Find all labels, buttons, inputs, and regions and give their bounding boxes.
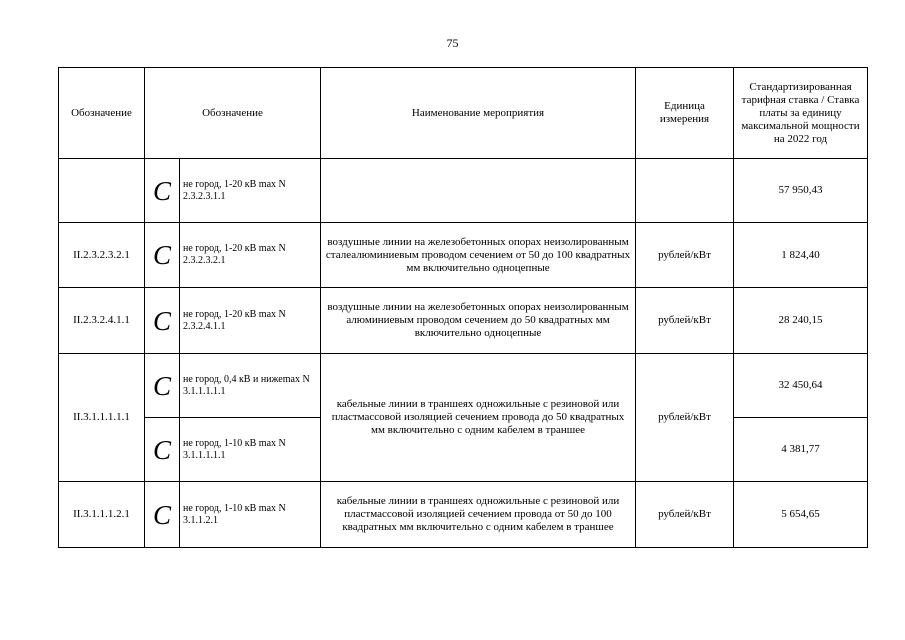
row-name: воздушные линии на железобетонных опорах неизолированным алюминиевым проводом сечением до 50 квадратных мм включительно одноцепные bbox=[321, 288, 636, 354]
row-name: кабельные линии в траншеях одножильные с резиновой или пластмассовой изоляцией сечением провода от 50 до 100 квадратных мм включительно с одним кабелем в траншее bbox=[321, 482, 636, 548]
row-rate: 5 654,65 bbox=[734, 482, 868, 548]
row-unit bbox=[636, 159, 734, 223]
row-code: II.2.3.2.3.2.1 bbox=[59, 223, 145, 288]
row-condition: не город, 1-10 кВ max N 3.1.1.1.1.1 bbox=[180, 418, 321, 482]
category-letter: C bbox=[145, 159, 180, 223]
row-code bbox=[59, 159, 145, 223]
row-rate: 57 950,43 bbox=[734, 159, 868, 223]
table-row bbox=[59, 354, 868, 418]
table-row bbox=[59, 482, 868, 548]
header-name: Наименование мероприятия bbox=[321, 68, 636, 159]
category-letter: C bbox=[145, 482, 180, 548]
header-unit: Единица измерения bbox=[636, 68, 734, 159]
header-designation-2: Обозначение bbox=[145, 68, 321, 159]
table-row bbox=[59, 223, 868, 288]
row-condition: не город, 0,4 кВ и нижеmax N 3.1.1.1.1.1 bbox=[180, 354, 321, 418]
header-rate: Стандартизированная тарифная ставка / Ставка платы за единицу максимальной мощности на 2022 год bbox=[734, 68, 868, 159]
category-letter: C bbox=[145, 288, 180, 354]
row-name bbox=[321, 159, 636, 223]
page-number: 75 bbox=[446, 36, 459, 50]
row-condition: не город, 1-20 кВ max N 2.3.2.4.1.1 bbox=[180, 288, 321, 354]
row-rate: 32 450,64 bbox=[734, 354, 868, 418]
row-unit: рублей/кВт bbox=[636, 223, 734, 288]
row-unit: рублей/кВт bbox=[636, 482, 734, 548]
category-letter: C bbox=[145, 354, 180, 418]
header-designation-1: Обозначение bbox=[59, 68, 145, 159]
row-condition: не город, 1-10 кВ max N 3.1.1.2.1 bbox=[180, 482, 321, 548]
table-row bbox=[59, 288, 868, 354]
tariff-table bbox=[58, 67, 868, 548]
row-code: II.3.1.1.1.2.1 bbox=[59, 482, 145, 548]
row-name: кабельные линии в траншеях одножильные с резиновой или пластмассовой изоляцией сечением провода до 50 квадратных мм включительно с одним кабелем в траншее bbox=[321, 354, 636, 482]
row-unit: рублей/кВт bbox=[636, 354, 734, 482]
table-row bbox=[59, 159, 868, 223]
row-name: воздушные линии на железобетонных опорах неизолированным сталеалюминиевым проводом сечением от 50 до 100 квадратных мм включительно одноцепные bbox=[321, 223, 636, 288]
category-letter: C bbox=[145, 223, 180, 288]
row-rate: 28 240,15 bbox=[734, 288, 868, 354]
row-unit: рублей/кВт bbox=[636, 288, 734, 354]
category-letter: C bbox=[145, 418, 180, 482]
row-code: II.3.1.1.1.1.1 bbox=[59, 354, 145, 482]
row-rate: 1 824,40 bbox=[734, 223, 868, 288]
row-condition: не город, 1-20 кВ max N 2.3.2.3.1.1 bbox=[180, 159, 321, 223]
header-row bbox=[59, 68, 868, 159]
row-code: II.2.3.2.4.1.1 bbox=[59, 288, 145, 354]
row-rate: 4 381,77 bbox=[734, 418, 868, 482]
row-condition: не город, 1-20 кВ max N 2.3.2.3.2.1 bbox=[180, 223, 321, 288]
